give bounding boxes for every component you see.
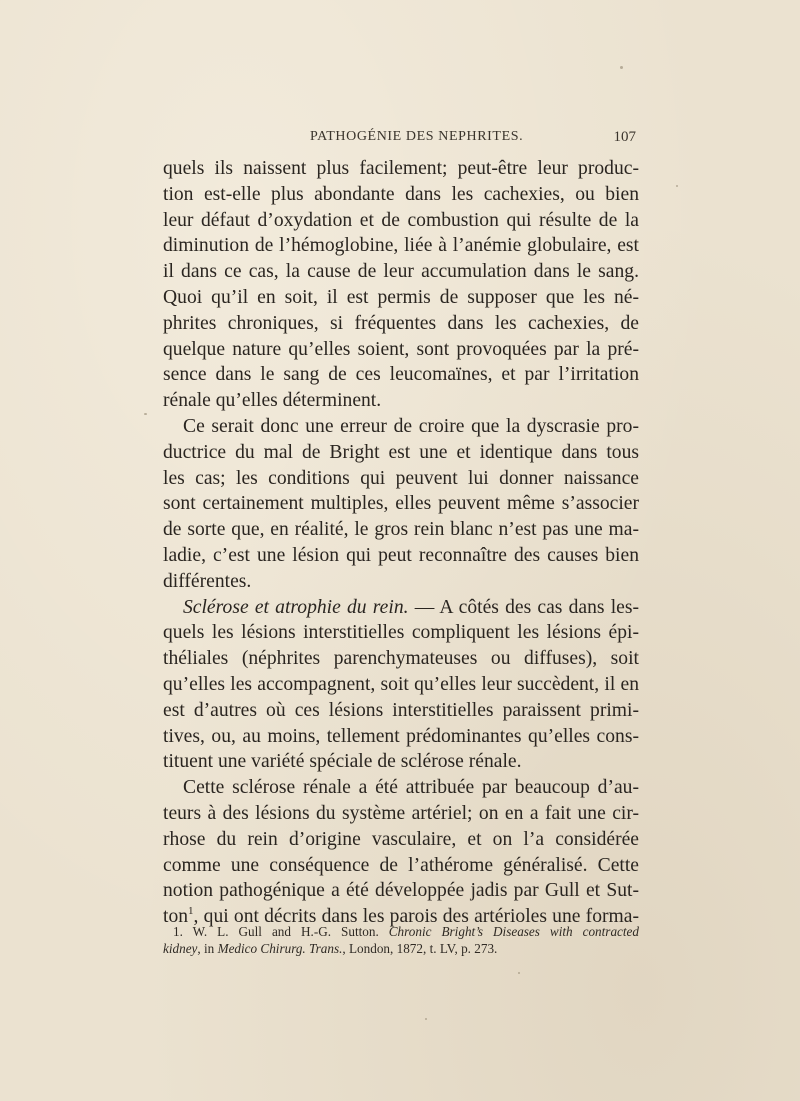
text-line: sont certainement multiples, elles peuvent même s’associer xyxy=(163,493,639,515)
section-heading-continuation: — A côtés des cas dans les- xyxy=(408,596,639,618)
footnote-line xyxy=(163,923,639,940)
footnote-title-end: kidney xyxy=(163,941,198,956)
section-heading-line xyxy=(163,595,639,621)
paper-speck xyxy=(144,413,147,415)
paper-speck xyxy=(518,972,520,974)
text-line: quels ils naissent plus facilement; peut-être leur produc- xyxy=(163,158,639,179)
paragraph-start-line: Cette sclérose rénale a été attribuée par beaucoup d’au- xyxy=(183,777,639,799)
page-number: 107 xyxy=(613,129,636,145)
text-line: est d’autres où ces lésions interstitielles paraissent primi- xyxy=(163,699,639,721)
text-line: de sorte que, en réalité, le gros rein blanc n’est pas une ma- xyxy=(163,519,639,541)
body-text xyxy=(163,156,639,930)
paragraph-start-line: Ce serait donc une erreur de croire que la dyscrasie pro- xyxy=(183,415,639,437)
running-title: PATHOGÉNIE DES NEPHRITES. xyxy=(310,129,524,144)
footnote-line xyxy=(163,940,639,957)
text-line: phrites chroniques, si fréquentes dans les cachexies, de xyxy=(163,312,639,334)
text-line: tives, ou, au moins, tellement prédominantes qu’elles cons- xyxy=(163,725,639,747)
text-line: il dans ce cas, la cause de leur accumulation dans le sang. xyxy=(163,261,639,283)
footnote-text: , in xyxy=(197,941,218,956)
text-line: leur défaut d’oxydation et de combustion qui résulte de la xyxy=(163,209,639,231)
text-line: quelque nature qu’elles soient, sont provoquées par la pré- xyxy=(163,338,639,360)
footnote-authors: 1. W. L. Gull and H.-G. Sutton. xyxy=(173,924,389,939)
text-line: ladie, c’est une lésion qui peut reconnaître des causes bien xyxy=(163,544,639,566)
paper-speck xyxy=(620,66,623,69)
paper-speck xyxy=(676,185,678,187)
text-line: rhose du rein d’origine vasculaire, et on l’a considérée xyxy=(163,828,639,850)
section-heading: Sclérose et atrophie du rein. xyxy=(183,596,409,618)
text-line: différentes. xyxy=(163,570,252,592)
text-fragment: , qui ont décrits dans les parois des artérioles une forma- xyxy=(193,906,639,928)
text-line: notion pathogénique a été développée jadis par Gull et Sut- xyxy=(163,880,639,902)
text-line: tituent une variété spéciale de sclérose rénale. xyxy=(163,751,522,773)
page-header xyxy=(162,129,638,151)
paper-speck xyxy=(425,1018,427,1020)
text-line: comme une conséquence de l’athérome généralisé. Cette xyxy=(163,854,639,876)
text-line: les cas; les conditions qui peuvent lui donner naissance xyxy=(163,467,639,489)
text-line: tion est-elle plus abondante dans les cachexies, ou bien xyxy=(163,183,639,205)
footnote-journal: Medico Chirurg. Trans. xyxy=(217,941,343,956)
text-line: qu’elles les accompagnent, soit qu’elles leur succèdent, il en xyxy=(163,673,639,695)
text-line: Quoi qu’il en soit, il est permis de supposer que les né- xyxy=(163,286,639,308)
footnote-citation: , London, 1872, t. LV, p. 273. xyxy=(342,941,498,956)
footnote-reference: 1 xyxy=(188,905,194,918)
footnote-title: Chronic Bright’s Diseases with contracted xyxy=(388,924,640,939)
text-fragment: ton xyxy=(163,906,189,928)
text-line: quels les lésions interstitielles compliquent les lésions épi- xyxy=(163,622,639,644)
text-line: teurs à des lésions du système artériel; on en a fait une cir- xyxy=(163,802,639,824)
text-line: rénale qu’elles déterminent. xyxy=(163,390,382,412)
text-line: théliales (néphrites parenchymateuses ou diffuses), soit xyxy=(163,648,639,670)
text-line: diminution de l’hémoglobine, liée à l’anémie globulaire, est xyxy=(163,235,639,257)
text-line: sence dans le sang de ces leucomaïnes, et par l’irritation xyxy=(163,364,639,386)
text-line: ductrice du mal de Bright est une et identique dans tous xyxy=(163,441,639,463)
footnote xyxy=(163,923,639,957)
